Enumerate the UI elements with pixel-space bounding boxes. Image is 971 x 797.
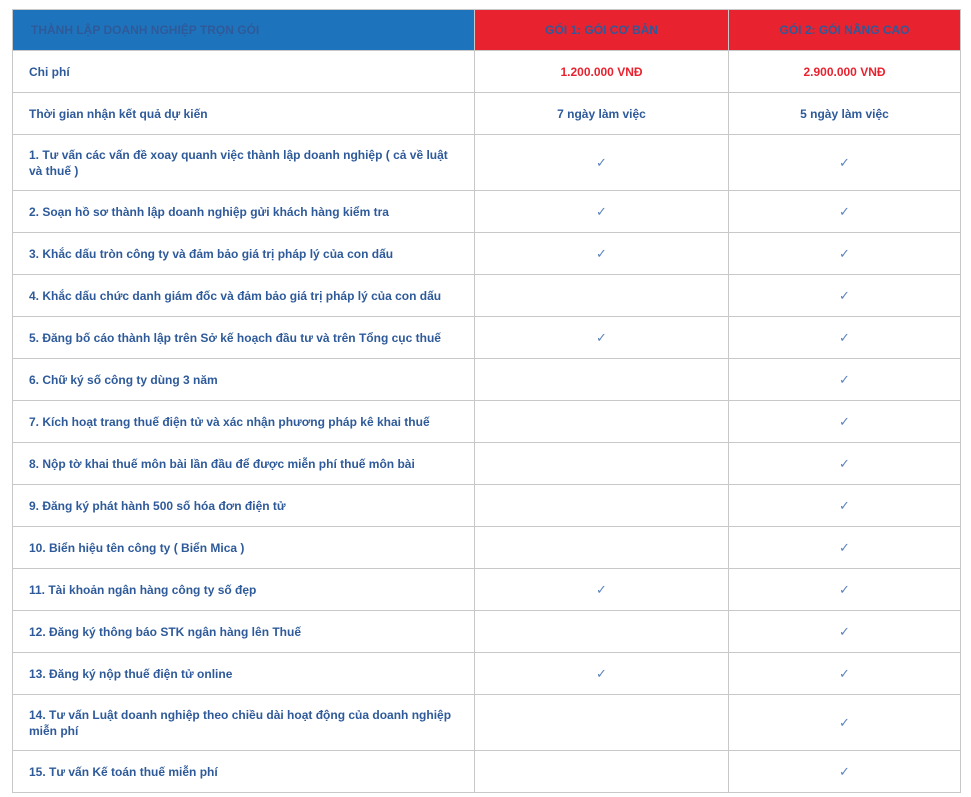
package1-cell (475, 317, 729, 359)
check-icon: ✓ (839, 455, 850, 471)
package1-cell (475, 485, 729, 527)
package1-cell (475, 275, 729, 317)
price-package2: 2.900.000 VNĐ (729, 51, 961, 93)
package2-cell (729, 751, 961, 793)
table-row (13, 443, 961, 485)
row-label: 5. Đăng bố cáo thành lập trên Sở kế hoạch đầu tư và trên Tổng cục thuế (13, 317, 475, 359)
table-title: THÀNH LẬP DOANH NGHIỆP TRỌN GÓI (13, 10, 475, 51)
table-row (13, 191, 961, 233)
table-row (13, 275, 961, 317)
duration-package2: 5 ngày làm việc (729, 93, 961, 135)
row-label: 2. Soạn hồ sơ thành lập doanh nghiệp gửi khách hàng kiểm tra (13, 191, 475, 233)
table-row (13, 93, 961, 135)
check-icon: ✓ (596, 203, 607, 219)
package2-cell (729, 527, 961, 569)
package2-cell (729, 611, 961, 653)
check-icon: ✓ (839, 763, 850, 779)
check-icon: ✓ (839, 245, 850, 261)
package1-cell (475, 401, 729, 443)
table-row (13, 359, 961, 401)
package2-cell (729, 695, 961, 751)
package2-cell (729, 275, 961, 317)
price-package1: 1.200.000 VNĐ (475, 51, 729, 93)
package2-cell (729, 233, 961, 275)
table-row (13, 695, 961, 751)
row-label: 14. Tư vấn Luật doanh nghiệp theo chiều dài hoạt động của doanh nghiệp miễn phí (13, 695, 475, 751)
row-label: 13. Đăng ký nộp thuế điện tử online (13, 653, 475, 695)
row-label: 15. Tư vấn Kế toán thuế miễn phí (13, 751, 475, 793)
table-row (13, 611, 961, 653)
check-icon: ✓ (596, 154, 607, 170)
package1-cell (475, 191, 729, 233)
pricing-table (12, 9, 961, 793)
package2-cell (729, 569, 961, 611)
table-row (13, 527, 961, 569)
package1-cell (475, 135, 729, 191)
check-icon: ✓ (839, 581, 850, 597)
table-row (13, 485, 961, 527)
package1-cell (475, 611, 729, 653)
row-label: Chi phí (13, 51, 475, 93)
table-row (13, 569, 961, 611)
row-label: 11. Tài khoản ngân hàng công ty số đẹp (13, 569, 475, 611)
package2-cell (729, 135, 961, 191)
row-label: Thời gian nhận kết quả dự kiến (13, 93, 475, 135)
check-icon: ✓ (839, 623, 850, 639)
row-label: 10. Biển hiệu tên công ty ( Biển Mica ) (13, 527, 475, 569)
package1-cell (475, 443, 729, 485)
row-label: 9. Đăng ký phát hành 500 số hóa đơn điện tử (13, 485, 475, 527)
table-header-row (13, 10, 961, 51)
row-label: 1. Tư vấn các vấn đề xoay quanh việc thành lập doanh nghiệp ( cả về luật và thuế ) (13, 135, 475, 191)
check-icon: ✓ (839, 539, 850, 555)
check-icon: ✓ (839, 371, 850, 387)
check-icon: ✓ (839, 714, 850, 730)
package1-header: GÓI 1: GÓI CƠ BẢN (475, 10, 729, 51)
check-icon: ✓ (839, 413, 850, 429)
table-row (13, 233, 961, 275)
package2-cell (729, 653, 961, 695)
package1-cell (475, 569, 729, 611)
package2-cell (729, 401, 961, 443)
check-icon: ✓ (839, 203, 850, 219)
table-row (13, 653, 961, 695)
package1-cell (475, 653, 729, 695)
check-icon: ✓ (839, 665, 850, 681)
row-label: 7. Kích hoạt trang thuế điện tử và xác nhận phương pháp kê khai thuế (13, 401, 475, 443)
check-icon: ✓ (839, 287, 850, 303)
table-row (13, 401, 961, 443)
row-label: 12. Đăng ký thông báo STK ngân hàng lên Thuế (13, 611, 475, 653)
package1-cell (475, 233, 729, 275)
row-label: 6. Chữ ký số công ty dùng 3 năm (13, 359, 475, 401)
package2-cell (729, 485, 961, 527)
package2-cell (729, 317, 961, 359)
row-label: 4. Khắc dấu chức danh giám đốc và đảm bảo giá trị pháp lý của con dấu (13, 275, 475, 317)
package1-cell (475, 359, 729, 401)
table-row (13, 751, 961, 793)
package1-cell (475, 695, 729, 751)
package2-cell (729, 443, 961, 485)
row-label: 3. Khắc dấu tròn công ty và đảm bảo giá trị pháp lý của con dấu (13, 233, 475, 275)
package2-cell (729, 191, 961, 233)
package1-cell (475, 527, 729, 569)
duration-package1: 7 ngày làm việc (475, 93, 729, 135)
package2-header: GÓI 2: GÓI NÂNG CAO (729, 10, 961, 51)
check-icon: ✓ (596, 665, 607, 681)
check-icon: ✓ (839, 154, 850, 170)
check-icon: ✓ (596, 245, 607, 261)
package1-cell (475, 751, 729, 793)
check-icon: ✓ (839, 329, 850, 345)
check-icon: ✓ (839, 497, 850, 513)
table-row (13, 317, 961, 359)
package2-cell (729, 359, 961, 401)
table-row (13, 135, 961, 191)
check-icon: ✓ (596, 329, 607, 345)
check-icon: ✓ (596, 581, 607, 597)
table-row (13, 51, 961, 93)
row-label: 8. Nộp tờ khai thuế môn bài lần đầu để được miễn phí thuế môn bài (13, 443, 475, 485)
